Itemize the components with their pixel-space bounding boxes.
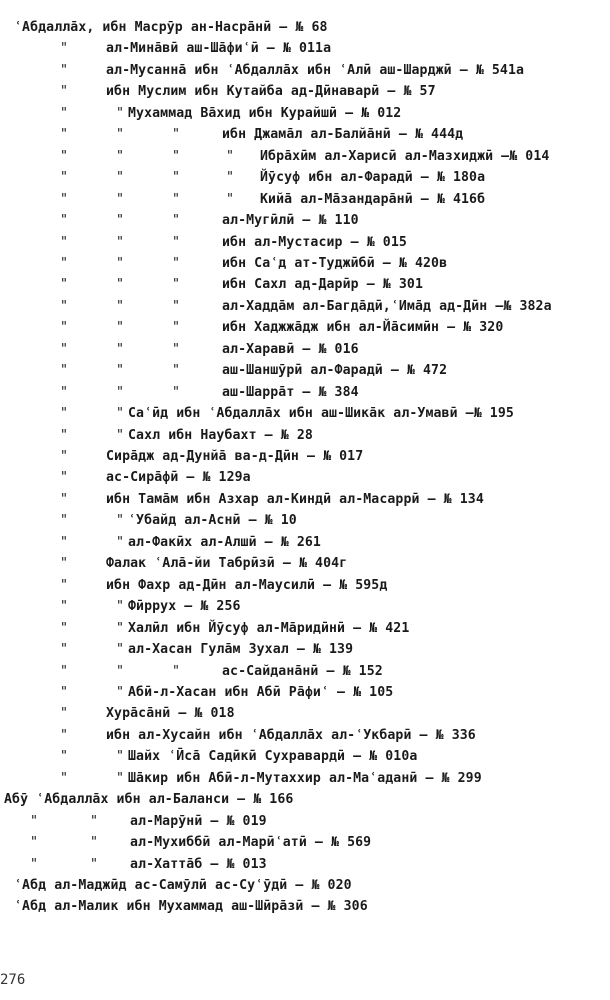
ditto-mark: " — [60, 255, 69, 271]
ditto-mark: " — [60, 298, 69, 314]
ditto-mark: " — [116, 363, 125, 379]
ditto-mark: " — [60, 706, 69, 722]
ditto-mark: " — [172, 277, 181, 293]
index-entry — [0, 855, 610, 875]
entry-text: ибн Муслим ибн Кутайба ад-Дӣнаварӣ – № 57 — [106, 84, 436, 100]
ditto-mark: " — [90, 856, 99, 872]
index-entry — [0, 404, 610, 424]
index-entry — [0, 104, 610, 124]
index-entry — [0, 447, 610, 467]
entry-text: ибн Фахр ад-Дӣн ал-Маусилӣ – № 595д — [106, 577, 388, 593]
index-entry — [0, 190, 610, 210]
index-entry — [0, 39, 610, 59]
ditto-mark: " — [60, 620, 69, 636]
entry-text: Халӣл ибн Йӯсуф ал-Мāридӣнӣ – № 421 — [128, 620, 410, 636]
ditto-mark: " — [60, 341, 69, 357]
ditto-mark: " — [116, 191, 125, 207]
entry-text: ал-Факӣх ал-Алшӣ – № 261 — [128, 534, 321, 550]
index-entry — [0, 876, 610, 896]
ditto-mark: " — [60, 127, 69, 143]
entry-text: Саʿӣд ибн ʿАбдаллāх ибн аш-Шикāк ал-Умавӣ –№ 195 — [128, 406, 514, 422]
ditto-mark: " — [60, 406, 69, 422]
index-entry — [0, 640, 610, 660]
ditto-mark: " — [116, 170, 125, 186]
ditto-mark: " — [116, 642, 125, 658]
ditto-mark: " — [60, 105, 69, 121]
ditto-mark: " — [226, 148, 235, 164]
ditto-mark: " — [60, 642, 69, 658]
ditto-mark: " — [60, 384, 69, 400]
ditto-mark: " — [116, 749, 125, 765]
entry-text: ʿАбдаллāх, ибн Масрӯр ан-Насрāнӣ – № 68 — [14, 20, 328, 35]
ditto-mark: " — [30, 856, 39, 872]
entry-text: ибн Саʿд ат-Туджӣбӣ – № 420в — [222, 255, 448, 271]
entry-text: Кийā ал-Мāзандарāнӣ – № 416б — [260, 191, 486, 207]
ditto-mark: " — [60, 727, 69, 743]
ditto-mark: " — [172, 213, 181, 229]
entry-text: ал-Мугӣлӣ – № 110 — [222, 213, 359, 229]
ditto-mark: " — [172, 341, 181, 357]
entry-text: ʿУбайд ал-Аснӣ – № 10 — [128, 513, 297, 529]
ditto-mark: " — [172, 234, 181, 250]
ditto-mark: " — [172, 320, 181, 336]
ditto-mark: " — [60, 84, 69, 100]
index-entry — [0, 254, 610, 274]
ditto-mark: " — [90, 813, 99, 829]
ditto-mark: " — [60, 684, 69, 700]
index-entry — [0, 769, 610, 789]
ditto-mark: " — [172, 663, 181, 679]
entry-text: ибн Тамāм ибн Азхар ал-Киндӣ ал-Масаррӣ – № 134 — [106, 491, 484, 507]
ditto-mark: " — [30, 813, 39, 829]
entry-text: ибн Сахл ад-Дарӣр – № 301 — [222, 277, 423, 293]
ditto-mark: " — [60, 749, 69, 765]
entry-text: Фӣррух – № 256 — [128, 599, 241, 615]
entry-text: ибн ал-Хусайн ибн ʿАбдаллāх ал-ʿУкбарӣ – № 336 — [106, 727, 476, 743]
entry-text: ʿАбд ал-Малик ибн Мухаммад аш-Шӣрāзӣ – № 306 — [14, 899, 368, 915]
ditto-mark: " — [116, 148, 125, 164]
index-entry — [0, 426, 610, 446]
index-entry — [0, 168, 610, 188]
entry-text: ал-Харавӣ – № 016 — [222, 341, 359, 357]
ditto-mark: " — [116, 320, 125, 336]
ditto-mark: " — [90, 835, 99, 851]
index-entry — [0, 511, 610, 531]
index-entry — [0, 275, 610, 295]
index-entry — [0, 125, 610, 145]
index-entry — [0, 361, 610, 381]
ditto-mark: " — [60, 170, 69, 186]
entry-text: Мухаммад Вāхид ибн Курайшӣ – № 012 — [128, 105, 402, 121]
ditto-mark: " — [172, 363, 181, 379]
ditto-mark: " — [60, 577, 69, 593]
ditto-mark: " — [60, 513, 69, 529]
index-entry — [0, 468, 610, 488]
index-entry — [0, 318, 610, 338]
index-entry — [0, 662, 610, 682]
ditto-mark: " — [116, 427, 125, 443]
ditto-mark: " — [116, 341, 125, 357]
ditto-mark: " — [60, 191, 69, 207]
ditto-mark: " — [60, 234, 69, 250]
ditto-mark: " — [60, 491, 69, 507]
index-entry — [0, 597, 610, 617]
ditto-mark: " — [172, 255, 181, 271]
ditto-mark: " — [116, 127, 125, 143]
ditto-mark: " — [172, 170, 181, 186]
ditto-mark: " — [60, 41, 69, 57]
ditto-mark: " — [60, 556, 69, 572]
entry-text: ал-Хасан Гулāм Зухал – № 139 — [128, 642, 354, 658]
ditto-mark: " — [116, 663, 125, 679]
entry-text: ас-Сирāфӣ – № 129а — [106, 470, 251, 486]
index-entry — [0, 554, 610, 574]
ditto-mark: " — [60, 427, 69, 443]
ditto-mark: " — [60, 148, 69, 164]
ditto-mark: " — [60, 663, 69, 679]
index-entry — [0, 619, 610, 639]
ditto-mark: " — [116, 684, 125, 700]
ditto-mark: " — [116, 406, 125, 422]
entry-text: Абӣ-л-Хасан ибн Абӣ Рāфиʿ – № 105 — [128, 684, 394, 700]
ditto-mark: " — [226, 170, 235, 186]
index-entry — [0, 383, 610, 403]
index-entry — [0, 683, 610, 703]
ditto-mark: " — [60, 320, 69, 336]
index-entry — [0, 147, 610, 167]
ditto-mark: " — [60, 770, 69, 786]
entry-text: ас-Сайданāнӣ – № 152 — [222, 663, 383, 679]
ditto-mark: " — [116, 599, 125, 615]
ditto-mark: " — [60, 470, 69, 486]
entry-text: ал-Хаддāм ал-Багдāдӣ,ʿИмāд ад-Дӣн –№ 382а — [222, 298, 552, 314]
index-entry — [0, 833, 610, 853]
index-entry — [0, 211, 610, 231]
entry-text: ал-Хаттāб – № 013 — [130, 856, 267, 872]
index-entry — [0, 61, 610, 81]
ditto-mark: " — [226, 191, 235, 207]
entry-text: Шайх ʿӢсā Садӣкӣ Сухравардӣ – № 010а — [128, 749, 418, 765]
index-entry — [0, 82, 610, 102]
index-entry — [0, 576, 610, 596]
entry-text: Сахл ибн Наубахт – № 28 — [128, 427, 313, 443]
ditto-mark: " — [116, 234, 125, 250]
ditto-mark: " — [116, 384, 125, 400]
index-entry — [0, 790, 610, 810]
ditto-mark: " — [172, 298, 181, 314]
index-entry — [0, 297, 610, 317]
entry-text: Шāкир ибн Абӣ-л-Мутаххир ал-Маʿаданӣ – № 299 — [128, 770, 482, 786]
ditto-mark: " — [116, 620, 125, 636]
ditto-mark: " — [60, 62, 69, 78]
index-entry — [0, 340, 610, 360]
index-entry — [0, 18, 610, 38]
ditto-mark: " — [60, 449, 69, 464]
ditto-mark: " — [60, 599, 69, 615]
entry-text: Фалак ʿАлā-йи Табрӣзӣ – № 404г — [106, 556, 348, 572]
index-entry — [0, 726, 610, 746]
ditto-mark: " — [116, 277, 125, 293]
index-entry — [0, 533, 610, 553]
index-entry — [0, 897, 610, 917]
index-entry — [0, 490, 610, 510]
entry-text: Абӯ ʿАбдаллāх ибн ал-Баланси – № 166 — [4, 792, 294, 808]
entry-text: Йӯсуф ибн ал-Фарадӣ – № 180а — [260, 170, 486, 186]
index-entry — [0, 812, 610, 832]
index-entry — [0, 747, 610, 767]
ditto-mark: " — [116, 534, 125, 550]
ditto-mark: " — [172, 127, 181, 143]
ditto-mark: " — [172, 384, 181, 400]
ditto-mark: " — [116, 213, 125, 229]
index-entry — [0, 704, 610, 724]
ditto-mark: " — [116, 105, 125, 121]
index-entry — [0, 233, 610, 253]
entry-text: Ибрāхӣм ал-Харисӣ ал-Мазхиджӣ –№ 014 — [260, 148, 550, 164]
entry-text: Хурāсāнӣ – № 018 — [106, 706, 235, 722]
ditto-mark: " — [60, 213, 69, 229]
ditto-mark: " — [60, 363, 69, 379]
entry-text: Сирāдж ад-Дунйā ва-д-Дӣн – № 017 — [106, 449, 364, 464]
ditto-mark: " — [116, 255, 125, 271]
entry-text: ибн Джамāл ал-Балйāнӣ – № 444д — [222, 127, 464, 143]
entry-text: ал-Марӯнӣ – № 019 — [130, 813, 267, 829]
entry-text: ал-Мусаннā ибн ʿАбдаллāх ибн ʿАлӣ аш-Шарджӣ – № 541а — [106, 62, 525, 78]
entry-text: ал-Минāвӣ аш-Шāфиʿӣ – № 011а — [106, 41, 332, 57]
entry-text: ʿАбд ал-Маджӣд ас-Самӯлӣ ас-Суʿӯдӣ – № 020 — [14, 878, 352, 893]
ditto-mark: " — [172, 148, 181, 164]
ditto-mark: " — [60, 534, 69, 550]
ditto-mark: " — [116, 770, 125, 786]
ditto-mark: " — [60, 277, 69, 293]
ditto-mark: " — [116, 298, 125, 314]
entry-text: аш-Шаррāт – № 384 — [222, 384, 359, 400]
ditto-mark: " — [172, 191, 181, 207]
entry-text: ибн Хаджжāдж ибн ал-Йāсимӣн – № 320 — [222, 320, 504, 336]
entry-text: ал-Мухиббӣ ал-Марӣʿатӣ – № 569 — [130, 835, 372, 851]
ditto-mark: " — [30, 835, 39, 851]
entry-text: аш-Шаншӯрӣ ал-Фарадӣ – № 472 — [222, 363, 448, 379]
page-number: 276 — [0, 972, 26, 988]
entry-text: ибн ал-Мустасир – № 015 — [222, 234, 407, 250]
ditto-mark: " — [116, 513, 125, 529]
